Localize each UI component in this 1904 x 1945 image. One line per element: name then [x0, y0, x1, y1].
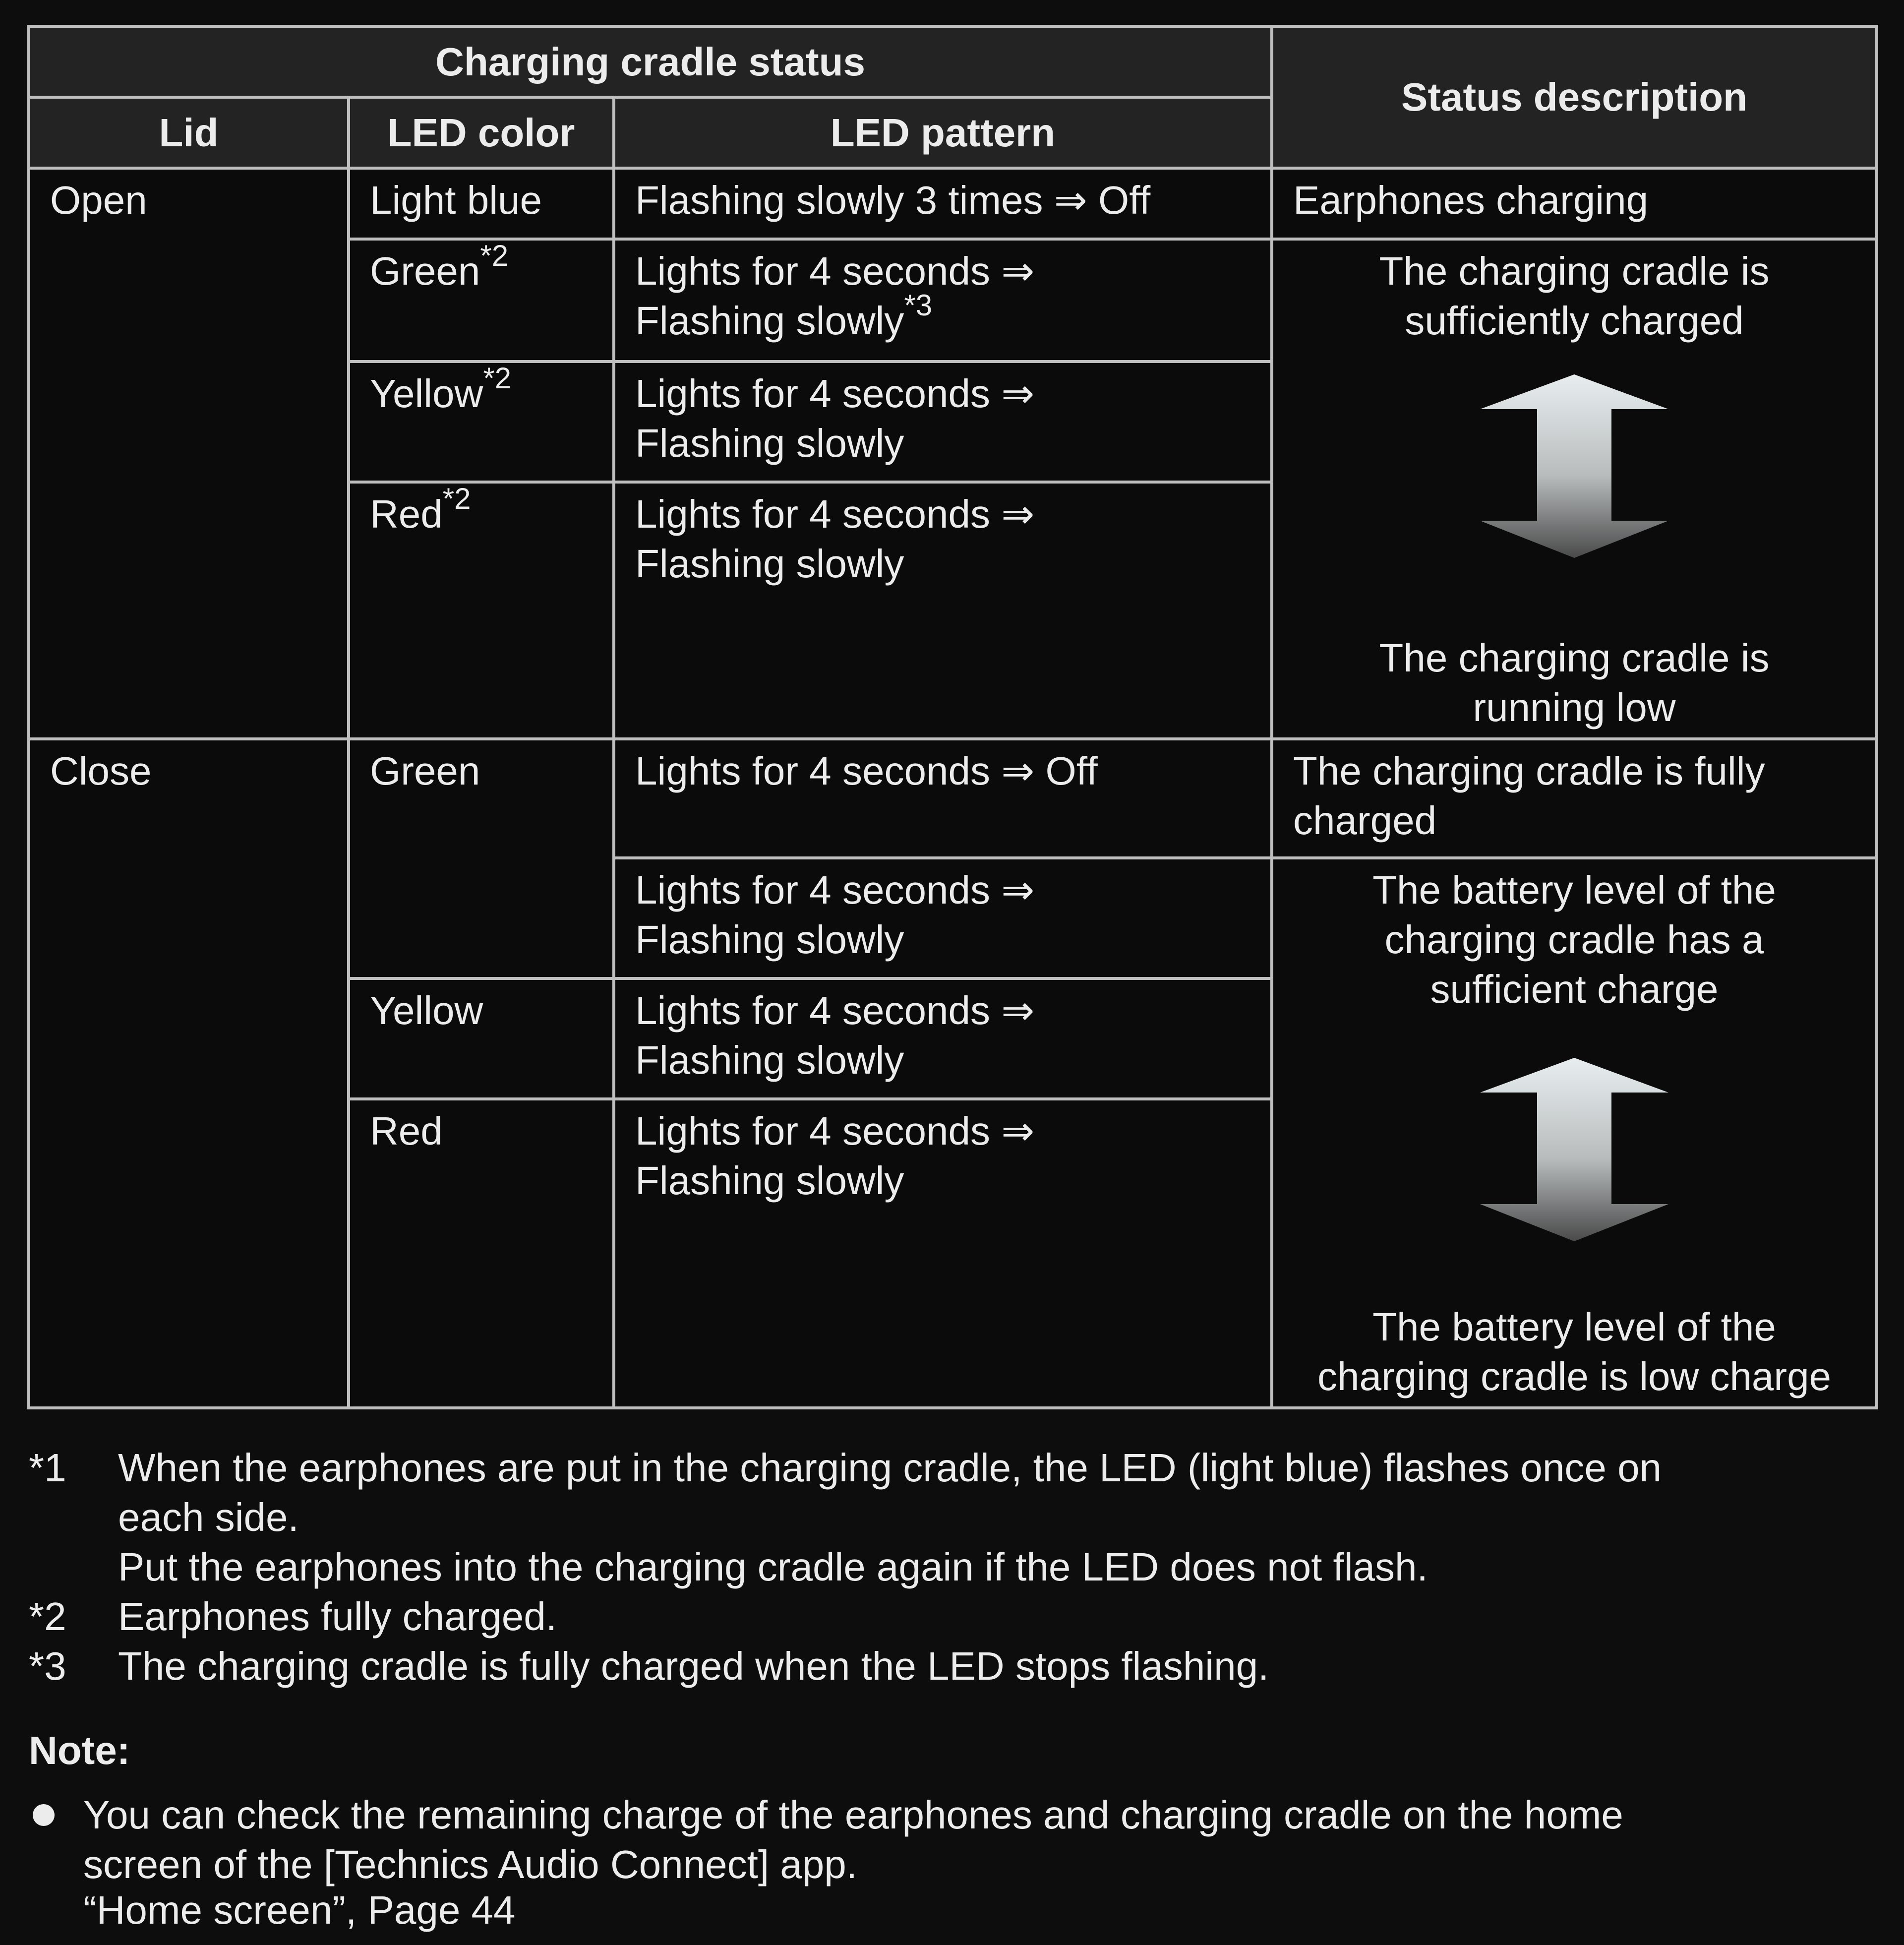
footnote-ref: *2: [480, 239, 509, 272]
footnote-line: Earphones fully charged.: [118, 1594, 557, 1639]
status-description-cell: Earphones charging: [1272, 168, 1877, 239]
led-color-cell: Light blue: [349, 168, 614, 239]
led-pattern-line: Lights for 4 seconds ⇒: [635, 1109, 1035, 1153]
double-arrow-icon: [1478, 1058, 1671, 1241]
footnote-mark: *1: [29, 1446, 66, 1490]
led-color-label: Yellow: [370, 371, 483, 416]
led-pattern-line: Flashing slowly: [635, 1158, 904, 1203]
range-line: sufficiently charged: [1405, 299, 1744, 343]
range-high-label: [1273, 865, 1875, 1014]
led-pattern-line: Flashing slowly: [635, 299, 904, 343]
footnote-ref: *2: [483, 362, 512, 395]
note-item: [29, 1790, 1904, 1935]
page-reference-link[interactable]: “Home screen”, Page 44: [83, 1888, 516, 1932]
range-line: charging cradle has a: [1384, 917, 1764, 962]
led-color-label: Green: [370, 249, 480, 293]
led-pattern-line: Lights for 4 seconds ⇒: [635, 492, 1035, 536]
desc-line: The charging cradle is fully: [1293, 749, 1765, 793]
footnote-line: Put the earphones into the charging cradle again if the LED does not flash.: [118, 1545, 1428, 1589]
range-low-label: [1273, 633, 1875, 732]
footnote-mark: *2: [29, 1594, 66, 1639]
footnote-line: The charging cradle is fully charged when the LED stops flashing.: [118, 1644, 1269, 1688]
footnote: [29, 1592, 1873, 1641]
footnotes: [29, 1443, 1873, 1691]
led-pattern-line: Lights for 4 seconds ⇒: [635, 371, 1035, 416]
led-color-cell: [349, 362, 614, 482]
note-line: screen of the [Technics Audio Connect] app.: [83, 1842, 857, 1886]
led-color-label: Red: [370, 492, 443, 536]
led-pattern-cell: [614, 978, 1272, 1099]
range-line: The battery level of the: [1372, 1305, 1776, 1349]
footnote-ref: *3: [904, 289, 933, 322]
header-led-pattern: LED pattern: [614, 97, 1272, 168]
lid-open-cell: Open: [29, 168, 349, 739]
bullet-icon: [33, 1804, 55, 1826]
header-lid: Lid: [29, 97, 349, 168]
led-pattern-cell: [614, 1099, 1272, 1408]
table-row: [29, 739, 1877, 858]
led-pattern-line: Flashing slowly: [635, 421, 904, 465]
footnote-line: When the earphones are put in the charging cradle, the LED (light blue) flashes once on: [118, 1446, 1662, 1490]
led-pattern-line: Lights for 4 seconds ⇒: [635, 868, 1035, 912]
led-pattern-cell: [614, 858, 1272, 978]
led-color-cell: Red: [349, 1099, 614, 1408]
footnote: [29, 1443, 1873, 1592]
led-pattern-cell: [614, 239, 1272, 362]
led-pattern-cell: [614, 362, 1272, 482]
header-status-description: Status description: [1272, 26, 1877, 168]
led-pattern-cell: Flashing slowly 3 times ⇒ Off: [614, 168, 1272, 239]
footnote: [29, 1641, 1873, 1691]
note-line: You can check the remaining charge of the earphones and charging cradle on the home: [83, 1793, 1623, 1837]
led-color-cell: Yellow: [349, 978, 614, 1099]
led-pattern-line: Flashing slowly: [635, 1038, 904, 1082]
range-line: The charging cradle is: [1379, 636, 1770, 680]
footnote-ref: *2: [442, 482, 471, 515]
charge-range-cell: [1272, 239, 1877, 739]
cradle-status-table: [27, 25, 1878, 1409]
battery-range-cell: [1272, 858, 1877, 1408]
footnote-mark: *3: [29, 1644, 66, 1688]
range-high-label: [1273, 246, 1875, 346]
led-pattern-line: Flashing slowly: [635, 542, 904, 586]
double-arrow-icon: [1478, 374, 1671, 558]
footnote-line: each side.: [118, 1495, 299, 1539]
table-row: [29, 168, 1877, 239]
range-low-label: [1273, 1302, 1875, 1401]
desc-line: charged: [1293, 798, 1437, 843]
range-line: sufficient charge: [1430, 967, 1719, 1011]
led-pattern-cell: [614, 482, 1272, 739]
led-pattern-line: Lights for 4 seconds ⇒: [635, 249, 1035, 293]
range-line: running low: [1473, 685, 1676, 729]
led-pattern-cell: Lights for 4 seconds ⇒ Off: [614, 739, 1272, 858]
note-title: Note:: [29, 1728, 130, 1772]
header-led-color: LED color: [349, 97, 614, 168]
status-description-cell: [1272, 739, 1877, 858]
range-line: The battery level of the: [1372, 868, 1776, 912]
led-color-cell: [349, 239, 614, 362]
header-charging-cradle-status: Charging cradle status: [29, 26, 1272, 97]
led-pattern-line: Lights for 4 seconds ⇒: [635, 988, 1035, 1033]
lid-close-cell: Close: [29, 739, 349, 1408]
led-color-cell: Green: [349, 739, 614, 978]
range-line: charging cradle is low charge: [1317, 1354, 1832, 1398]
range-line: The charging cradle is: [1379, 249, 1770, 293]
led-color-cell: [349, 482, 614, 739]
led-pattern-line: Flashing slowly: [635, 917, 904, 962]
